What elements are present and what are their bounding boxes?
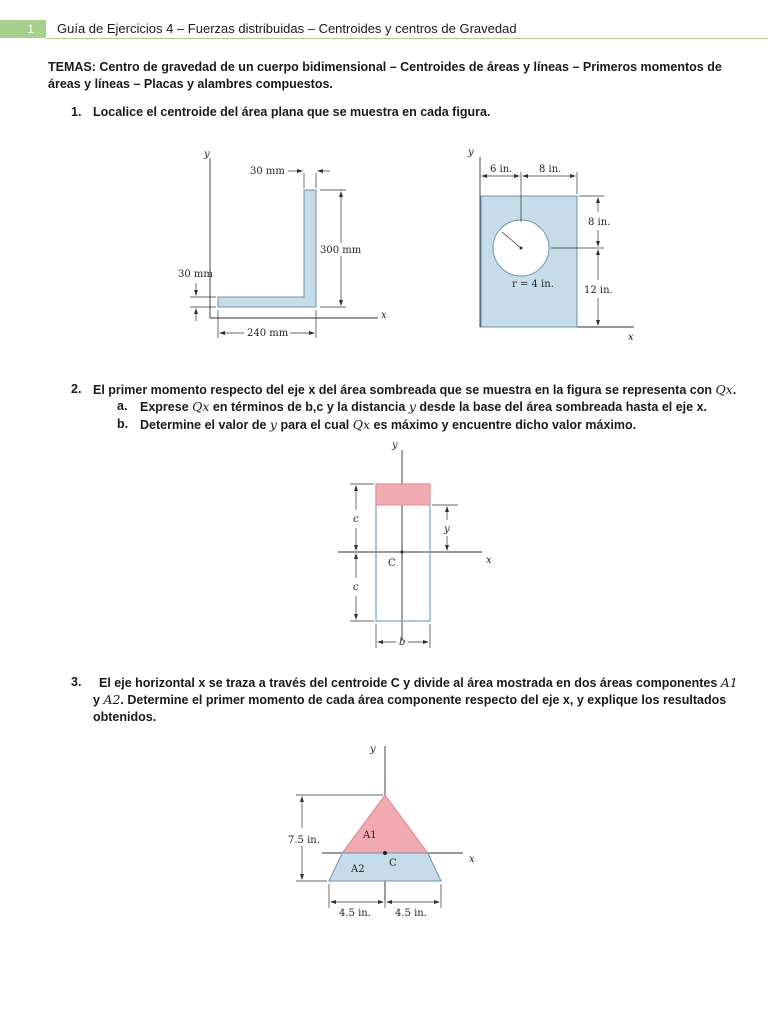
- dim-left: 6 in.: [490, 164, 513, 175]
- figure-plate-with-hole: [460, 142, 650, 342]
- centroid-label: C: [388, 558, 396, 569]
- dim-width: 240 mm: [247, 328, 289, 339]
- a1-symbol: A1: [720, 675, 738, 690]
- dim-top-width: 30 mm: [250, 166, 285, 177]
- question-1-text: Localice el centroide del área plana que se muestra en cada figura.: [93, 105, 491, 119]
- area-a2: [329, 853, 441, 881]
- x-axis-label: x: [628, 332, 634, 343]
- dim-half-left: 4.5 in.: [339, 908, 371, 919]
- x-axis-label: x: [381, 310, 387, 321]
- shaded-area: [376, 484, 430, 505]
- qx-symbol: Qx: [715, 382, 733, 397]
- question-2-number: 2.: [71, 382, 82, 396]
- a2-symbol: A2: [103, 692, 121, 707]
- dim-height: 300 mm: [320, 245, 362, 256]
- figure-l-shape: [170, 140, 410, 350]
- dim-thickness: 30 mm: [178, 269, 213, 280]
- y-axis-label: y: [468, 147, 474, 158]
- dim-lower: 12 in.: [584, 285, 613, 296]
- dim-c-top: c: [353, 514, 359, 525]
- question-1-number: 1.: [71, 105, 82, 119]
- radius-label: r = 4 in.: [512, 279, 554, 290]
- dim-c-bottom: c: [353, 582, 359, 593]
- page-number: 1: [0, 20, 46, 38]
- x-axis-label: x: [486, 555, 492, 566]
- question-1: [71, 104, 81, 121]
- l-shape-area: [218, 190, 316, 307]
- centroid-label: C: [389, 858, 397, 869]
- header-title: Guía de Ejercicios 4 – Fuerzas distribuidas – Centroides y centros de Gravedad: [57, 21, 517, 36]
- question-3-number: 3.: [71, 675, 82, 689]
- label-a2: A2: [351, 864, 365, 875]
- y-axis-label: y: [204, 149, 210, 160]
- label-a1: A1: [363, 830, 377, 841]
- question-2-text: El primer momento respecto del eje x del área sombreada que se muestra en la figura se representa con Qx.: [93, 382, 737, 397]
- dim-y: y: [444, 524, 450, 535]
- figure-triangle: [280, 736, 500, 926]
- dim-half-right: 4.5 in.: [395, 908, 427, 919]
- dim-height: 7.5 in.: [288, 835, 320, 846]
- header-divider: [46, 38, 768, 39]
- figure-rectangle: [330, 436, 510, 656]
- question-2a-label: a.: [117, 399, 128, 413]
- topics-paragraph: TEMAS: Centro de gravedad de un cuerpo bidimensional – Centroides de áreas y líneas – Primeros momentos de áreas y líneas – Placas y alambres compuestos.: [48, 60, 722, 91]
- question-2b-label: b.: [117, 417, 129, 431]
- area-a1: [342, 795, 427, 853]
- question-3-text-line1: El eje horizontal x se traza a través del centroide C y divide al área mostrada en dos áreas componentes A1: [99, 675, 738, 690]
- y-axis-label: y: [370, 744, 376, 755]
- question-2a-text: Exprese Qx en términos de b,c y la distancia y desde la base del área sombreada hasta el eje x.: [140, 399, 708, 414]
- dim-right: 8 in.: [539, 164, 562, 175]
- question-2b-text: Determine el valor de y para el cual Qx es máximo y encuentre dicho valor máximo.: [140, 417, 637, 432]
- dim-b: b: [399, 637, 406, 648]
- dim-upper: 8 in.: [588, 217, 611, 228]
- question-3-text-rest: y A2. Determine el primer momento de cada área componente respecto del eje x, y explique los resultados obtenidos.: [93, 692, 727, 724]
- y-axis-label: y: [392, 440, 398, 451]
- x-axis-label: x: [469, 854, 475, 865]
